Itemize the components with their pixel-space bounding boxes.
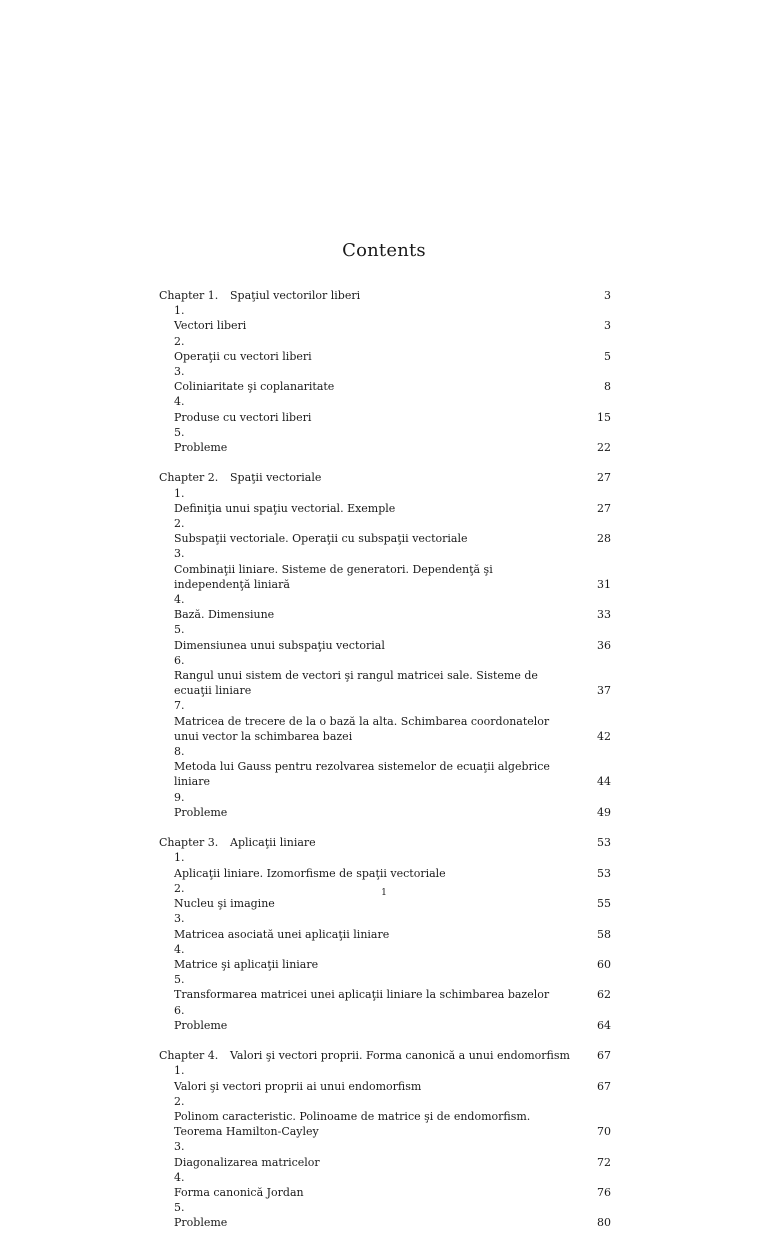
- section-page-number: 67: [597, 1079, 611, 1093]
- section-number: 5.: [174, 1201, 185, 1215]
- section-number: 5.: [174, 973, 185, 987]
- section-entry[interactable]: [159, 942, 611, 972]
- chapter-page-number: 27: [597, 471, 611, 485]
- section-page-number: 64: [597, 1018, 611, 1032]
- section-page-number: 15: [597, 410, 611, 424]
- section-page-number: 70: [597, 1125, 611, 1139]
- section-title: Polinom caracteristic. Polinoame de matrice şi de endomorfism. Teorema Hamilton-Cayley: [174, 1109, 531, 1139]
- section-number: 2.: [174, 881, 185, 895]
- chapter-title: Valori şi vectori proprii. Forma canonică a unui endomorfism: [230, 1049, 570, 1063]
- section-page-number: 42: [597, 729, 611, 743]
- section-page-number: 36: [597, 638, 611, 652]
- section-entry[interactable]: [159, 653, 611, 699]
- section-title: Matricea de trecere de la o bază la alta. Schimbarea coordonatelor unui vector la schimbarea bazei: [174, 714, 550, 743]
- section-page-number: 76: [597, 1185, 611, 1199]
- chapter-title: Spaţii vectoriale: [230, 471, 322, 485]
- chapter-title: Spaţiul vectorilor liberi: [230, 289, 361, 302]
- chapter-page-number: 67: [597, 1049, 611, 1063]
- chapter-page-number: 53: [597, 836, 611, 850]
- section-entry[interactable]: [159, 1139, 611, 1169]
- section-number: 2.: [174, 334, 185, 348]
- section-number: 3.: [174, 547, 185, 561]
- section-entry[interactable]: [159, 486, 611, 516]
- section-entry[interactable]: [159, 698, 611, 744]
- section-page-number: 28: [597, 532, 611, 546]
- section-title: Aplicaţii liniare. Izomorfisme de spaţii vectoriale: [174, 866, 446, 880]
- chapter-block: [159, 835, 611, 1033]
- section-entry[interactable]: [159, 790, 611, 820]
- section-title: Nucleu şi imagine: [174, 897, 275, 911]
- chapter-entry[interactable]: [159, 1048, 611, 1063]
- section-entry[interactable]: [159, 592, 611, 622]
- section-number: 9.: [174, 790, 185, 804]
- section-page-number: 5: [604, 349, 611, 363]
- section-title: Combinaţii liniare. Sisteme de generatori. Dependenţă şi independenţă liniară: [174, 562, 493, 591]
- section-title: Metoda lui Gauss pentru rezolvarea sistemelor de ecuaţii algebrice liniare: [174, 760, 550, 789]
- section-entry[interactable]: [159, 1170, 611, 1200]
- chapter-block: [159, 1048, 611, 1230]
- section-title: Diagonalizarea matricelor: [174, 1155, 320, 1169]
- section-title: Matrice şi aplicaţii liniare: [174, 957, 319, 971]
- section-entry[interactable]: [159, 516, 611, 546]
- section-page-number: 33: [597, 608, 611, 622]
- section-entry[interactable]: [159, 1063, 611, 1093]
- chapter-block: [159, 470, 611, 820]
- section-entry[interactable]: [159, 850, 611, 880]
- section-title: Probleme: [174, 1018, 228, 1032]
- section-page-number: 3: [604, 319, 611, 333]
- section-number: 6.: [174, 1003, 185, 1017]
- section-page-number: 55: [597, 897, 611, 911]
- section-page-number: 80: [597, 1216, 611, 1230]
- section-title: Operaţii cu vectori liberi: [174, 349, 312, 363]
- section-page-number: 58: [597, 927, 611, 941]
- section-page-number: 53: [597, 866, 611, 880]
- section-entry[interactable]: [159, 334, 611, 364]
- chapter-title: Aplicaţii liniare: [230, 836, 316, 850]
- section-entry[interactable]: [159, 622, 611, 652]
- chapter-label: Chapter 3.: [159, 836, 219, 850]
- section-page-number: 62: [597, 988, 611, 1002]
- page-number: 1: [381, 888, 387, 898]
- section-page-number: 8: [604, 380, 611, 394]
- chapter-page-number: 3: [604, 289, 611, 302]
- section-number: 4.: [174, 593, 185, 607]
- section-number: 2.: [174, 517, 185, 531]
- section-page-number: 27: [597, 501, 611, 515]
- section-title: Bază. Dimensiune: [174, 608, 275, 622]
- section-title: Forma canonică Jordan: [174, 1185, 304, 1199]
- section-number: 5.: [174, 623, 185, 637]
- section-title: Produse cu vectori liberi: [174, 410, 312, 424]
- section-page-number: 49: [597, 805, 611, 819]
- section-title: Valori şi vectori proprii ai unui endomorfism: [174, 1079, 422, 1093]
- section-title: Dimensiunea unui subspaţiu vectorial: [174, 638, 385, 652]
- section-entry[interactable]: [159, 1094, 611, 1140]
- section-page-number: 44: [597, 775, 611, 789]
- section-entry[interactable]: [159, 744, 611, 790]
- section-number: 1.: [174, 304, 185, 318]
- section-page-number: 60: [597, 957, 611, 971]
- table-of-contents: [159, 288, 611, 1246]
- section-page-number: 72: [597, 1155, 611, 1169]
- section-number: 3.: [174, 365, 185, 379]
- section-number: 5.: [174, 425, 185, 439]
- section-number: 4.: [174, 395, 185, 409]
- chapter-entry[interactable]: [159, 288, 611, 303]
- section-entry[interactable]: [159, 1200, 611, 1230]
- section-number: 4.: [174, 1170, 185, 1184]
- section-number: 6.: [174, 653, 185, 667]
- section-title: Rangul unui sistem de vectori şi rangul matricei sale. Sisteme de ecuaţii liniare: [174, 669, 538, 698]
- section-title: Probleme: [174, 805, 228, 819]
- section-number: 8.: [174, 745, 185, 759]
- section-number: 3.: [174, 1140, 185, 1154]
- section-number: 2.: [174, 1094, 185, 1108]
- section-entry[interactable]: [159, 911, 611, 941]
- chapter-entry[interactable]: [159, 470, 611, 485]
- section-number: 7.: [174, 699, 185, 713]
- chapter-label: Chapter 1.: [159, 289, 219, 302]
- section-number: 1.: [174, 851, 185, 865]
- section-title: Transformarea matricei unei aplicaţii liniare la schimbarea bazelor: [174, 988, 550, 1002]
- section-title: Definiţia unui spaţiu vectorial. Exemple: [174, 501, 396, 515]
- section-title: Vectori liberi: [174, 319, 247, 333]
- section-title: Matricea asociată unei aplicaţii liniare: [174, 927, 390, 941]
- chapter-label: Chapter 2.: [159, 471, 219, 485]
- page-title: Contents: [342, 240, 426, 261]
- section-page-number: 22: [597, 441, 611, 455]
- section-title: Probleme: [174, 1216, 228, 1230]
- section-entry[interactable]: [159, 546, 611, 592]
- section-title: Probleme: [174, 441, 228, 455]
- section-number: 3.: [174, 912, 185, 926]
- section-entry[interactable]: [159, 972, 611, 1002]
- chapter-block: [159, 288, 611, 455]
- section-entry[interactable]: [159, 1003, 611, 1033]
- section-title: Coliniaritate şi coplanaritate: [174, 380, 335, 394]
- section-number: 1.: [174, 486, 185, 500]
- section-number: 4.: [174, 942, 185, 956]
- section-page-number: 31: [597, 577, 611, 591]
- section-title: Subspaţii vectoriale. Operaţii cu subspaţii vectoriale: [174, 532, 468, 546]
- section-page-number: 37: [597, 684, 611, 698]
- section-number: 1.: [174, 1064, 185, 1078]
- section-entry[interactable]: [159, 303, 611, 333]
- section-entry[interactable]: [159, 394, 611, 424]
- chapter-entry[interactable]: [159, 835, 611, 850]
- section-entry[interactable]: [159, 425, 611, 455]
- chapter-label: Chapter 4.: [159, 1049, 219, 1063]
- section-entry[interactable]: [159, 364, 611, 394]
